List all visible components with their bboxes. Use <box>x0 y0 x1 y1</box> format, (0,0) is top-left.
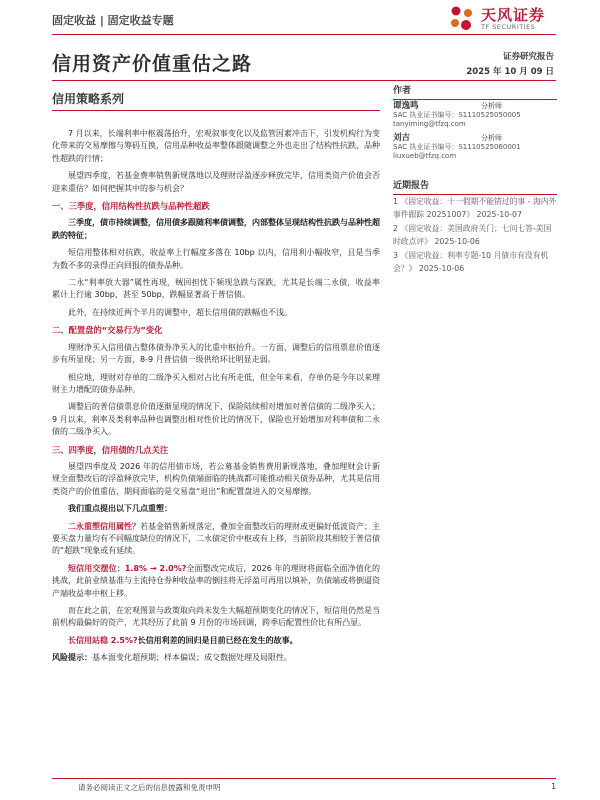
highlight-label: 二永重塑信用属性？ <box>68 521 140 531</box>
report-body <box>52 128 380 670</box>
author-name: 谭逸鸣 <box>393 101 419 111</box>
paragraph-text: 长信用利差的回归是目前已经在发生的故事。 <box>137 635 298 645</box>
body-paragraph: 调整后的普信债票息价值逐渐显现的情况下，保险陆续相对增加对普信债的二级净买入；9 月以来，利率及类利率品种也调整出相对性价比的情况下，保险也开始增加对利率债和二永债的二级净买入。 <box>52 402 380 437</box>
report-date: 2025 年 10 月 09 日 <box>466 67 554 77</box>
body-paragraph: 短信用整体相对抗跌，收益率上行幅度多落在 10bp 以内，信用利小幅收窄，且是当季为数不多的录得正向回报的债券品种。 <box>52 248 380 270</box>
author-email[interactable]: tanyiming@tfzq.com <box>393 120 466 128</box>
body-paragraph: 此外，在持续近两个半月的调整中，超长信用债的跌幅也不浅。 <box>68 307 292 317</box>
recent-report-link[interactable]: 1 《固定收益：十一假期不能错过的事 - 海内外事件跟踪 20251007》 2025-10-07 <box>393 197 557 219</box>
recent-heading: 近期报告 <box>393 181 430 191</box>
section-heading: 二、配置盘的“交易行为”变化 <box>52 325 163 336</box>
header-divider <box>52 34 556 35</box>
footer-disclaimer: 请务必阅读正文之后的信息披露和免责申明 <box>78 783 221 792</box>
recent-list <box>393 196 557 277</box>
author-email[interactable]: liuxueb@tfzq.com <box>393 152 457 160</box>
highlight-label: 长信用站稳 2.5%? <box>68 635 138 645</box>
author-license: SAC 执业证书编号：S1110525050005 <box>393 111 521 119</box>
body-paragraph: 二永“利率放大器”属性再现，贼回担忧下频现急跌与深跌，尤其是长端二永债，收益率累计上行逾 30bp，甚至 50bp，跌幅显著高于普信债。 <box>52 278 380 300</box>
intro-paragraph: 展望四季度，若基金费率销售新规落地以及理财浮盈逐步释放完毕，信用类资产价值会否迎来重估？如何把握其中的参与机会？ <box>52 171 380 193</box>
series-divider <box>52 110 380 111</box>
body-paragraph: 理财净买入信用债占整体债券净买入的比重中枢抬升。一方面，调整后的信用票息价值逐步有所显现；另一方面，8-9 月普信债一级供给环比明显走弱。 <box>52 342 380 365</box>
author-role: 分析师 <box>481 102 502 110</box>
paragraph-text: 全面整改完成后，2026 年的理财将面临全面净值化的挑战，此前业绩基准与主流持仓券种收益率的倒挂将无浮盈可再用以填补，负债端或将倒逼资产端收益率中枢上移。 <box>52 563 380 598</box>
risk-label: 风险提示： <box>52 653 92 663</box>
recent-report-link[interactable]: 2 《固定收益：美国政府关门；七问七答-美国时政点评》 2025-10-06 <box>393 224 552 246</box>
risk-text: 基本面变化超预期；样本偏误；成交数据处理及局限性。 <box>92 653 292 663</box>
recent-section <box>393 178 557 195</box>
body-paragraph: 而在此之前，在宏观图景与政策取向尚未发生大幅超预期变化的情况下，短信用仍然是当前机构最偏好的资产，尤其经历了此前 9 月份的市场回调，跨季后配置性价比有所凸显。 <box>52 606 380 628</box>
recent-divider <box>393 194 557 195</box>
series-title: 信用策略系列 <box>52 92 125 106</box>
logo-text-en: TF SECURITIES <box>481 23 536 31</box>
page-title: 信用资产价值重估之路 <box>52 53 253 75</box>
recent-report-link[interactable]: 3 《固定收益：利率专题-10 月债市有没有机会？》 2025-10-06 <box>393 251 549 273</box>
authors-heading: 作者 <box>393 86 412 96</box>
authors-section <box>393 83 557 100</box>
footer-divider <box>52 778 556 779</box>
intro-paragraph: 7 月以来，长端利率中枢震荡抬升，宏观叙事变化以及监管因素冲击下，引发机构行为变化带来的交易摩擦与筹码互换，信用品种收益率整体跟随调整之外也走出了结构性抗跌、品种性超跌的行情； <box>52 129 380 163</box>
company-logo <box>447 2 557 36</box>
authors-divider <box>393 99 557 100</box>
author-card <box>393 134 557 161</box>
body-paragraph: 相应地，理财对存单的二级净买入相对占比有所走低，但全年来看，存单仍是今年以来理财主力增配的债券品种。 <box>52 372 380 394</box>
tf-logo-icon <box>447 4 477 34</box>
logo-text-cn: 天风证券 <box>481 6 546 24</box>
header-category: 固定收益 | 固定收益专题 <box>52 14 174 27</box>
author-name: 刘吉 <box>393 133 411 143</box>
body-paragraph: 展望四季度及 2026 年的信用债市场，若公募基金销售费用新规落地，叠加理财会计新规全面整改后的浮盈释放完毕，机构负债端面临的挑战都可能推动相关债券品种，尤其是信用类资产的价值重估，期间面临的是交易盘“退出”和配置盘进入的交易摩擦。 <box>52 461 380 496</box>
highlight-label: 短信用交摆位：1.8% → 2.0%? <box>68 563 187 573</box>
author-license: SAC 执业证书编号：S1110525060001 <box>393 143 521 151</box>
section-heading: 一、三季度，信用结构性抗跌与品种性超跌 <box>52 201 210 212</box>
risk-paragraph <box>52 652 380 664</box>
body-paragraph: 三季度，债市持续调整，信用债多跟随利率债调整，内部整体呈现结构性抗跌与品种性超跌的特征； <box>52 218 380 240</box>
report-type: 证券研究报告 <box>502 52 554 62</box>
paragraph-text: 若基金销售新规落定，叠加全面整改后的理财或更偏好低波资产；主要买盘力量均有不同幅度缺位的情况下，二永债定价中枢或有上移，当前阶段其相较于普信债的“超跌”现象或有延续。 <box>52 521 380 556</box>
body-paragraph: 我们重点提出以下几点重塑： <box>68 504 172 514</box>
body-paragraph <box>52 635 380 647</box>
author-role: 分析师 <box>481 134 502 142</box>
author-card <box>393 102 557 129</box>
title-divider <box>52 80 556 81</box>
page-number: 1 <box>551 782 556 791</box>
section-heading: 三、四季度，信用债的几点关注 <box>52 444 169 455</box>
body-paragraph <box>52 563 380 600</box>
body-paragraph <box>52 521 380 558</box>
